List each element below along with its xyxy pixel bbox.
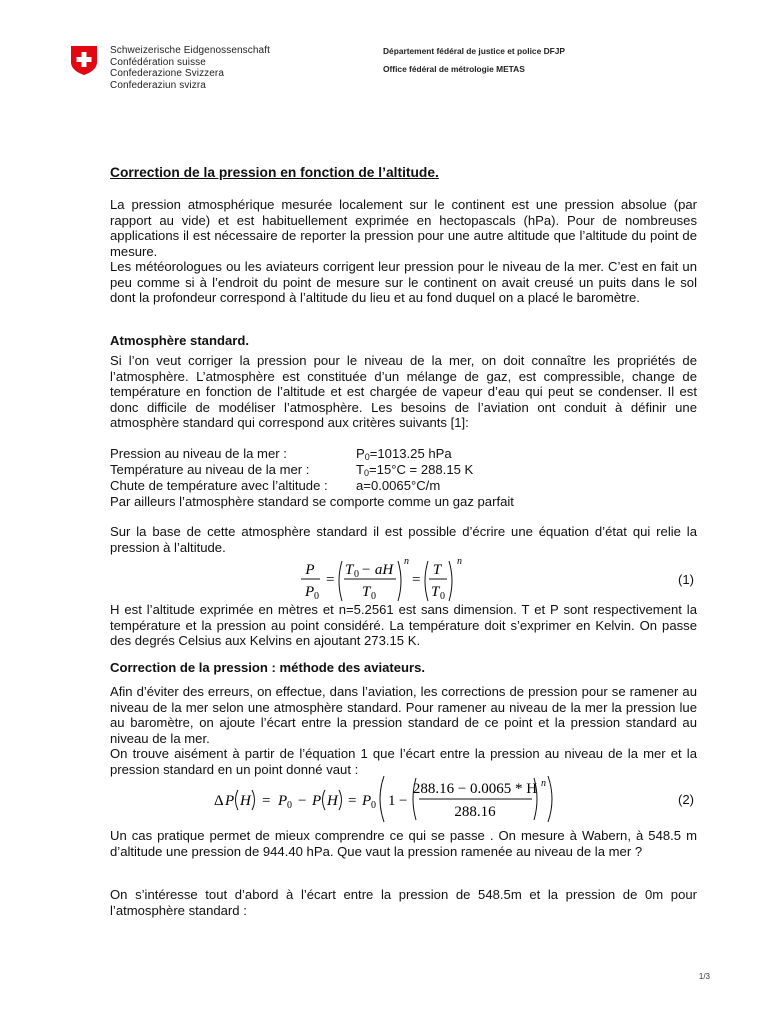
aviators-paragraph-3: Un cas pratique permet de mieux comprendre ce qui se passe . On mesure à Wabern, à 548.5 m d’altitude une pression de 944.40 hPa. Que vaut la pression ramenée au niveau de la mer ? (110, 828, 697, 859)
eq2-exp-n: n (541, 778, 546, 789)
eq2-minus: − (399, 793, 408, 809)
eq2-minus: − (298, 793, 307, 809)
confederation-name-it: Confederazione Svizzera (110, 68, 225, 79)
eq2-denominator: 288.16 (454, 804, 496, 820)
eq2-one: 1 (388, 793, 396, 809)
criteria-symbol: a (356, 478, 364, 493)
eq2-equals: = (348, 793, 357, 809)
criteria-row (110, 478, 440, 494)
page-number: 1/3 (698, 972, 710, 981)
eq1-equals: = (326, 572, 335, 588)
eq1-sub0: 0 (440, 591, 445, 602)
criteria-symbol: T (356, 462, 364, 477)
equation-1-number: (1) (678, 572, 695, 587)
eq1-t0: T (431, 584, 440, 600)
criteria-label: Température au niveau de la mer : (110, 462, 310, 477)
eq2-delta: Δ (214, 793, 224, 809)
page-title: Correction de la pression en fonction de l’altitude. (110, 165, 439, 180)
criteria-symbol: P (356, 446, 365, 461)
standard-paragraph-2: Sur la base de cette atmosphère standard il est possible d’écrire une équation d’état qui relie la pression à l’altitude. (110, 524, 697, 555)
eq1-sub0: 0 (354, 569, 359, 580)
criteria-label: Chute de température avec l’altitude : (110, 478, 328, 493)
equation-2 (212, 772, 562, 826)
eq1-ah: − aH (361, 562, 394, 578)
eq2-sub0: 0 (287, 800, 292, 811)
eq2-p: P (312, 793, 322, 809)
eq2-equals: = (262, 793, 271, 809)
standard-paragraph-1: Si l’on veut corriger la pression pour le niveau de la mer, on doit connaître les propriétés de l’atmosphère. L’atmosphère est constituée d’un mélange de gaz, est compressible, change de température en fonction de l’altitude et est chargée de vapeur d’eau qui peut se condenser. Il est donc difficile de modéliser l’atmosphère. Les besoins de l’aviation ont conduit à définir une atmosphère standard qui correspond aux critères suivants [1]: (110, 353, 697, 431)
eq2-p0: P (362, 793, 372, 809)
criteria-value: =15°C = 288.15 K (369, 462, 474, 477)
section-heading-standard: Atmosphère standard. (110, 333, 249, 348)
eq1-equals: = (412, 572, 421, 588)
criteria-subscript: 0 (364, 468, 370, 478)
equation-1 (296, 556, 476, 606)
department-name: Département fédéral de justice et police DFJP (383, 46, 565, 56)
confederation-name-rm: Confederaziun svizra (110, 79, 206, 91)
eq1-sub0: 0 (314, 591, 319, 602)
eq1-sub0: 0 (371, 591, 376, 602)
confederation-name-de: Schweizerische Eidgenossenschaft (110, 45, 270, 56)
equation-2-number: (2) (678, 792, 695, 807)
criteria-value: =1013.25 hPa (369, 446, 452, 461)
eq1-exp-n: n (404, 556, 409, 567)
intro-paragraph-2: Les météorologues ou les aviateurs corrigent leur pression pour le niveau de la mer. C’est en fait un peu comme si à l’endroit du point de mesure sur le continent on avait creusé un puits dans le sol dont la profondeur correspond à l’altitude du lieu et au fond duquel on a placé le baromètre. (110, 259, 697, 306)
eq1-p-numerator: P (305, 562, 315, 578)
eq1-p0: P (305, 584, 315, 600)
confederation-name-fr: Confédération suisse (110, 56, 206, 68)
eq2-numerator: 288.16 − 0.0065 * H (412, 781, 538, 797)
eq2-h: H (240, 793, 251, 809)
intro-paragraph-1: La pression atmosphérique mesurée localement sur le continent est une pression absolue (par rapport au vide) et est habituellement exprimée en hectopascals (hPa). Pour de nombreuses applications il est nécessaire de reporter la pression pour une autre altitude que l’altitude du point de mesure. (110, 197, 697, 259)
aviators-paragraph-4: On s’intéresse tout d’abord à l’écart entre la pression de 548.5m et la pression de 0m pour l’atmosphère standard : (110, 887, 697, 918)
aviators-paragraph-2: On trouve aisément à partir de l’équation 1 que l’écart entre la pression au niveau de la mer et la pression standard en un point donné vaut : (110, 746, 697, 777)
swiss-flag-logo (68, 44, 100, 76)
criteria-label: Pression au niveau de la mer : (110, 446, 287, 461)
office-name: Office fédéral de métrologie METAS (383, 64, 525, 74)
eq2-h: H (327, 793, 338, 809)
eq1-t0: T (345, 562, 354, 578)
aviators-paragraph-1: Afin d’éviter des erreurs, on effectue, dans l’aviation, les corrections de pression pour se ramener au niveau de la mer selon une atmosphère standard. Pour ramener au niveau de la mer la pression lue au baromètre, on ajoute l’écart entre la pression standard de ce point et la pression standard au niveau de la mer. (110, 684, 697, 746)
eq2-p: P (225, 793, 235, 809)
gas-note: Par ailleurs l’atmosphère standard se comporte comme un gaz parfait (110, 494, 514, 509)
criteria-subscript: 0 (364, 452, 370, 462)
eq1-exp-n: n (457, 556, 462, 567)
standard-paragraph-3: H est l’altitude exprimée en mètres et n=5.2561 est sans dimension. T et P sont respectivement la température et la pression au point considéré. La température doit s’exprimer en Kelvin. On passe des degrés Celsius aux Kelvins en ajoutant 273.15 K. (110, 602, 697, 649)
eq1-t: T (432, 562, 442, 578)
criteria-value: =0.0065°C/m (363, 478, 441, 493)
section-heading-aviators: Correction de la pression : méthode des aviateurs. (110, 660, 426, 675)
eq2-sub0: 0 (371, 800, 376, 811)
eq1-t0: T (362, 584, 371, 600)
eq2-p0: P (278, 793, 288, 809)
